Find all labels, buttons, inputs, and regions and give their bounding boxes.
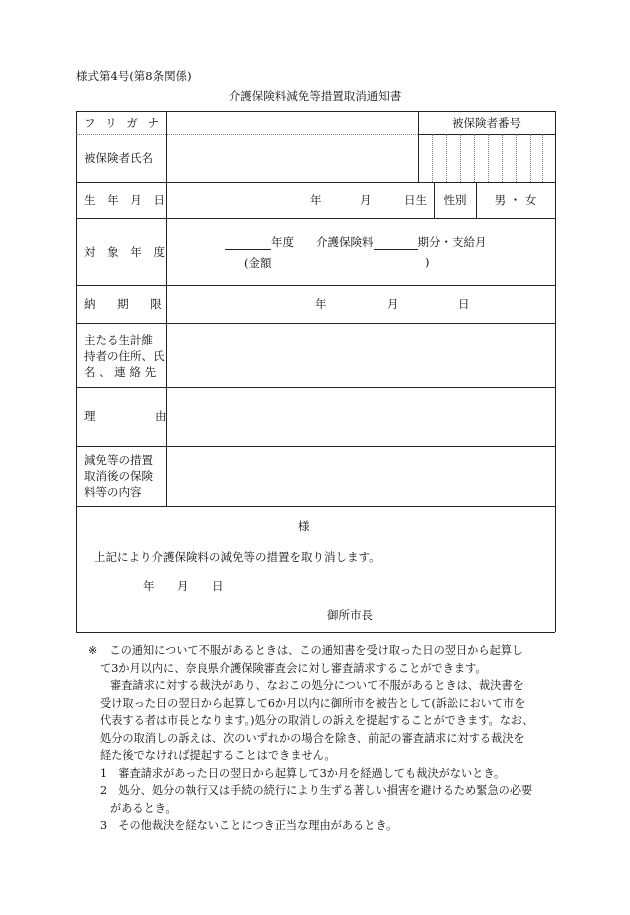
birth-year: 年 [310, 193, 322, 207]
after-cancel-label: 減免等の措置 取消後の保険 料等の内容 [84, 453, 153, 499]
gender-options[interactable]: 男 ・ 女 [494, 193, 537, 207]
notice-date-month: 月 [177, 579, 189, 593]
mayor-signature: 御所市長 [327, 608, 373, 622]
deadline-year: 年 [315, 297, 327, 311]
furigana-label: フ リ ガ ナ [84, 116, 159, 130]
note-item-2: 2 処分、処分の執行又は手続の続行により生ずる著しい損害を避けるため緊急の必要 [100, 784, 533, 797]
amount-open: (金額 [244, 256, 272, 270]
note-item-3: 3 その他裁決を経ないことにつき正当な理由があるとき。 [100, 819, 398, 832]
notice-body: 上記により介護保険料の減免等の措置を取り消します。 [94, 550, 381, 564]
amount-close: ) [425, 255, 430, 269]
deadline-day: 日 [458, 297, 470, 311]
target-year-line: 年度 介護保険料 期分・支給月 [225, 234, 487, 250]
birth-month: 月 [360, 193, 372, 207]
notice-date-day: 日 [212, 579, 224, 593]
deadline-month: 月 [387, 297, 399, 311]
form-number: 様式第4号(第8条関係) [76, 69, 192, 83]
notice-date-year: 年 [143, 579, 155, 593]
footnote: ※ この通知について不服があるときは、この通知書を受け取った日の翌日から起算し て3か月以内に、奈良県介護保険審査会に対し審査請求することができます。 審査請求に対する裁決があり、なおこの処分について不服があるときは、裁決書を 受け取った日の翌日から起算して6か月以内に御所市を被告として(訴訟において市を 代表する者は市長となります。)処分の取消しの訴えを提起することができます。なお、 処分の取消しの訴えは、次のいずれかの場合を除き、前記の審査請求に対する裁決を 経た後でなければ提起することはできません。 1 審査請求があった日の翌日から起算して3か月を経過しても裁決がないとき。 2 処分、処分の執行又は手続の続行により生ずる著しい損害を避けるため緊急の必要 があるとき。 3 その他裁決を経ないことにつき正当な理由があるとき。 [88, 642, 558, 835]
gender-label: 性別 [443, 193, 467, 207]
premium-text: 介護保険料 [316, 235, 374, 249]
birth-day: 日生 [404, 193, 427, 207]
insured-name-label: 被保険者氏名 [84, 151, 153, 165]
deadline-label: 納 期 限 [84, 297, 162, 311]
target-year-label: 対 象 年 度 [84, 245, 165, 259]
note-mark: ※ [88, 644, 98, 657]
addressee-sama: 様 [298, 519, 310, 533]
reason-label: 理 由 [84, 409, 167, 423]
page-title: 介護保険料減免等措置取消通知書 [228, 89, 402, 103]
note-item-1: 1 審査請求があった日の翌日から起算して3か月を経過しても裁決がないとき。 [100, 766, 506, 780]
birthdate-label: 生 年 月 日 [84, 193, 165, 207]
period-blank[interactable] [374, 237, 418, 250]
insured-number-label: 被保険者番号 [452, 116, 521, 130]
year-blank[interactable] [225, 237, 271, 250]
supporter-label: 主たる生計維 持者の住所、氏 名 、 連 絡 先 [84, 333, 165, 379]
